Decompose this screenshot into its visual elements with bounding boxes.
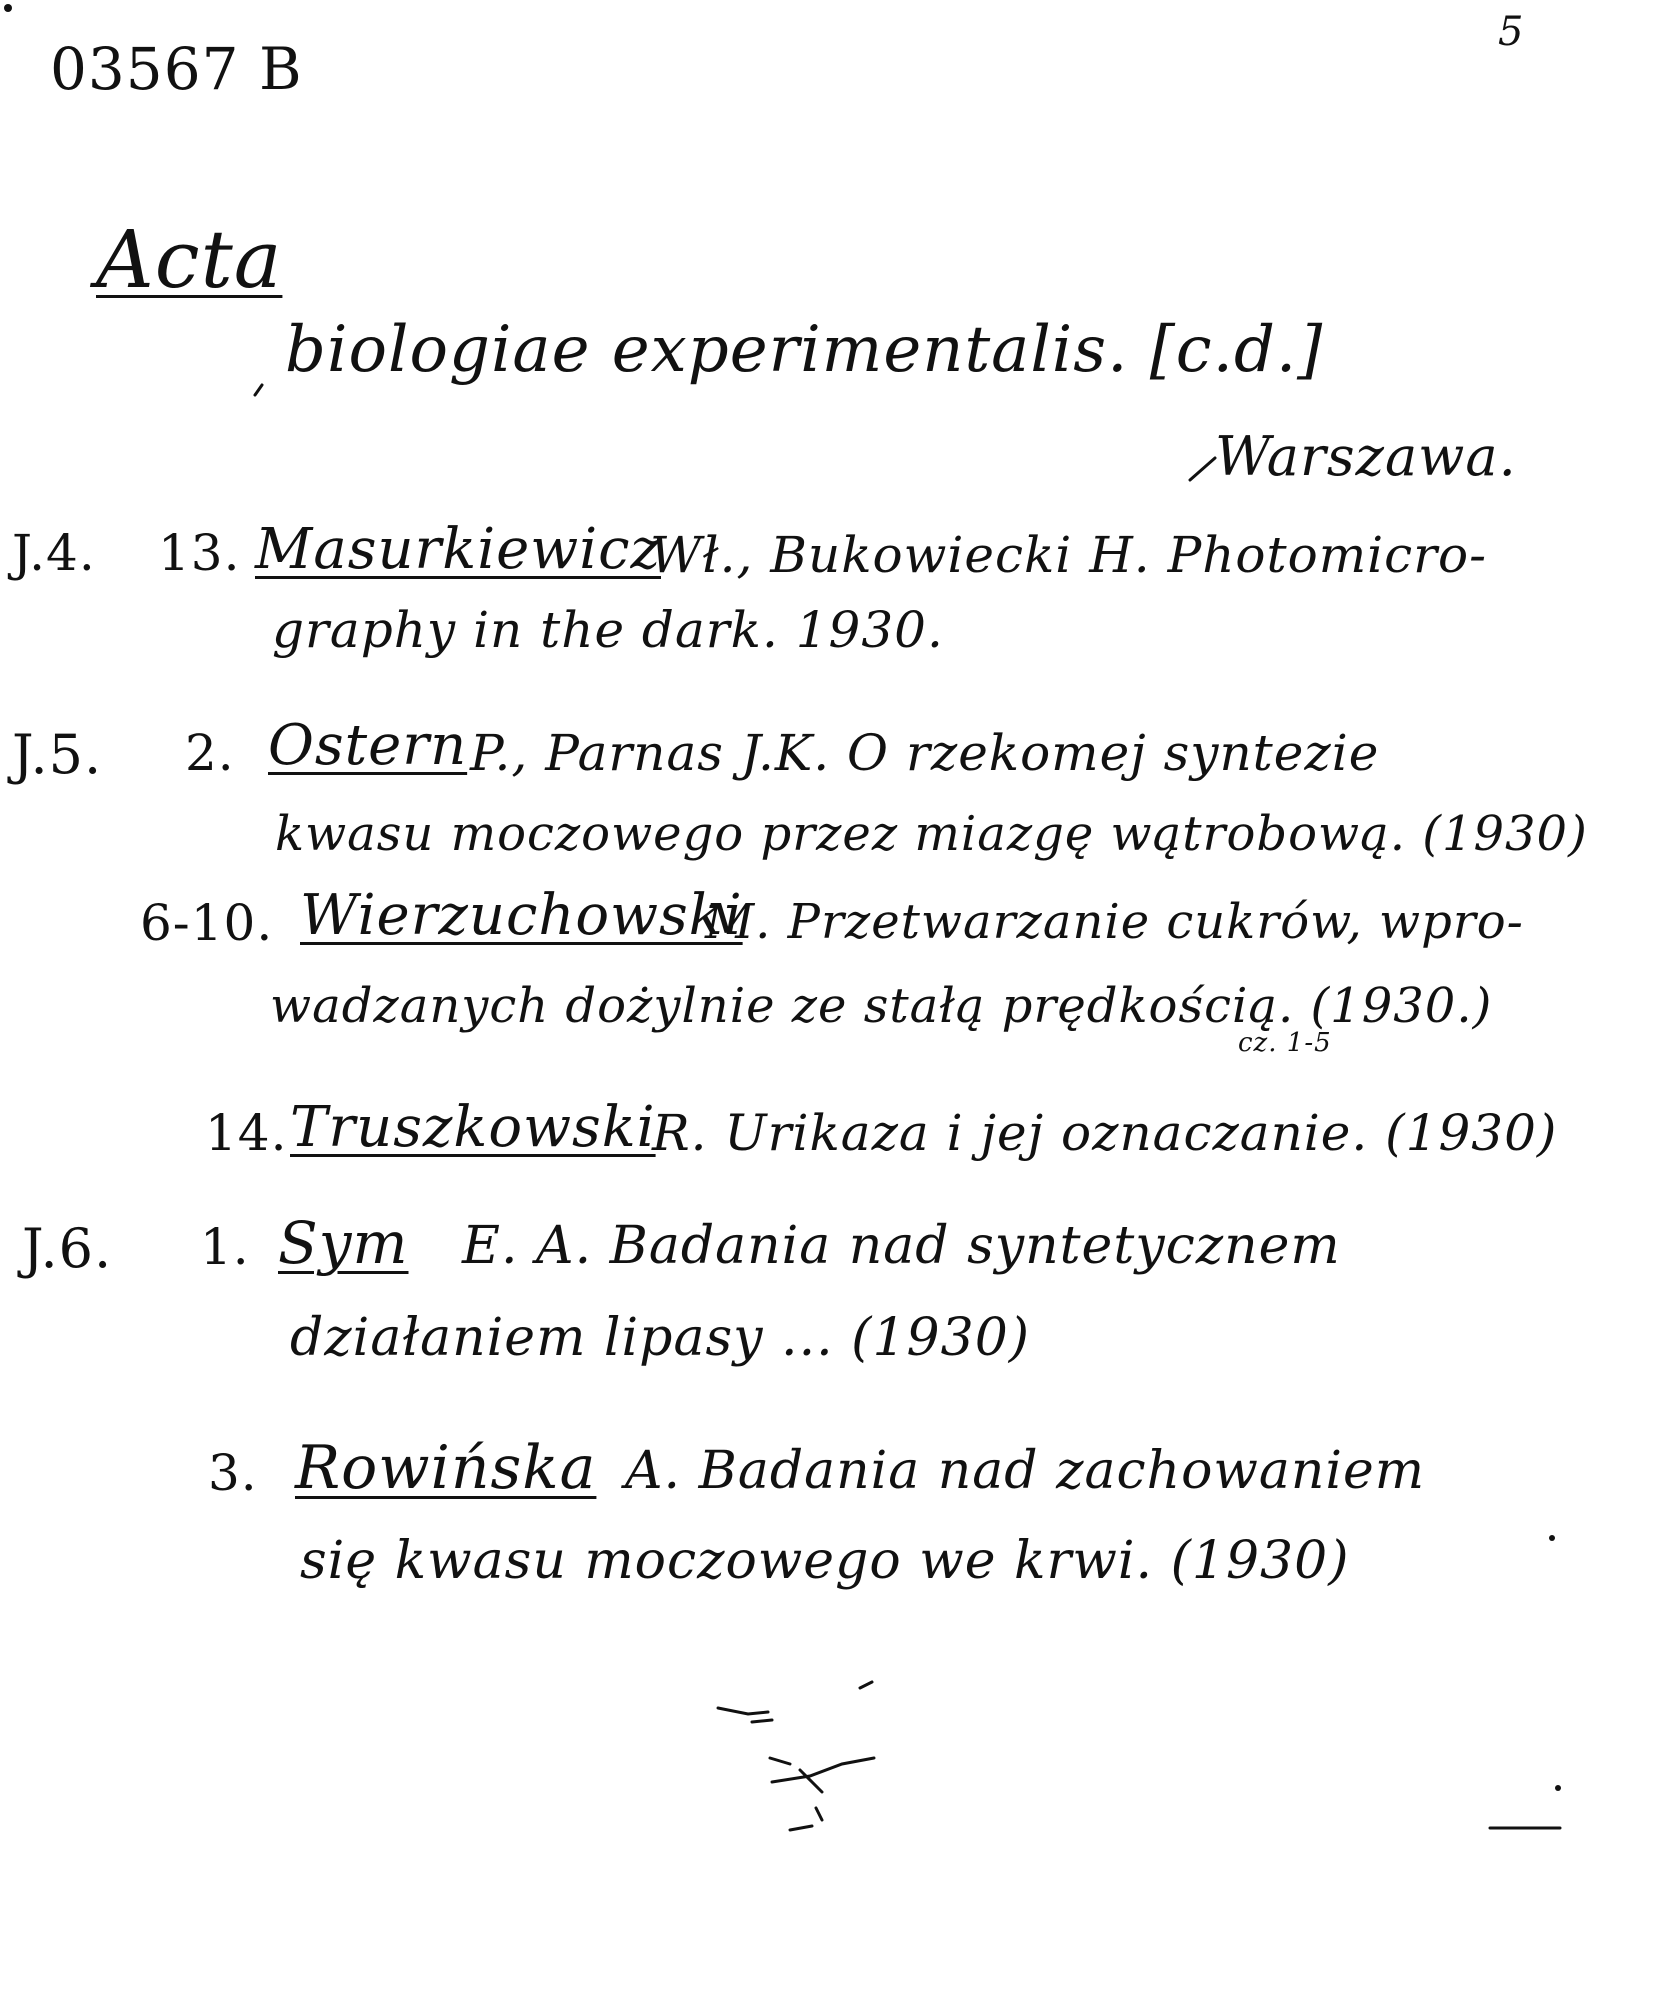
entry-text-line1: M. Przetwarzanie cukrów, wpro- [705, 894, 1524, 950]
title-continuation: biologiae experimentalis. [c.d.] [285, 313, 1324, 387]
title: Acta [96, 213, 283, 306]
entry-number: 2. [185, 724, 235, 782]
page-number: 5 [1498, 9, 1525, 55]
catalog-number: 03567 B [50, 35, 303, 103]
entry-author: Truszkowski [290, 1095, 656, 1160]
entry-text-line1: Wł., Bukowiecki H. Photomicro- [650, 526, 1488, 584]
entry-author: Ostern [268, 713, 468, 778]
entry-text-line2: graphy in the dark. 1930. [272, 601, 944, 659]
entry-author: Wierzuchowski [300, 883, 743, 948]
entry-text-line1: A. Badania nad zachowaniem [625, 1441, 1426, 1501]
entry-number: 13. [158, 524, 241, 582]
entry-text-line2: kwasu moczowego przez miazgę wątrobową. (1930) [275, 806, 1588, 862]
entry-text-line1: R. Urikaza i jej oznaczanie. (1930) [652, 1104, 1558, 1162]
volume-label: J.6. [22, 1217, 113, 1280]
volume-label: J.4. [12, 524, 96, 582]
entry-author: Sym [278, 1209, 409, 1277]
volume-label: J.5. [12, 723, 103, 786]
entry-author: Rowińska [295, 1433, 597, 1503]
entry-text-line2: wadzanych dożylnie ze stałą prędkością. (1930.) [270, 978, 1493, 1034]
entry-text-line2: działaniem lipasy ... (1930) [290, 1308, 1031, 1368]
entry-number: 6-10. [140, 894, 274, 952]
entry-author: Masurkiewicz [255, 517, 661, 582]
entry-text-line1: P., Parnas J.K. O rzekomej syntezie [470, 724, 1380, 782]
entry-text-line2: się kwasu moczowego we krwi. (1930) [300, 1531, 1350, 1591]
entry-text-line1: E. A. Badania nad syntetycznem [462, 1216, 1341, 1276]
entry-note: cz. 1-5 [1238, 1028, 1332, 1058]
place-of-publication: Warszawa. [1215, 425, 1517, 488]
entry-number: 3. [208, 1444, 258, 1502]
entry-number: 1. [200, 1218, 250, 1276]
entry-number: 14. [205, 1104, 288, 1162]
